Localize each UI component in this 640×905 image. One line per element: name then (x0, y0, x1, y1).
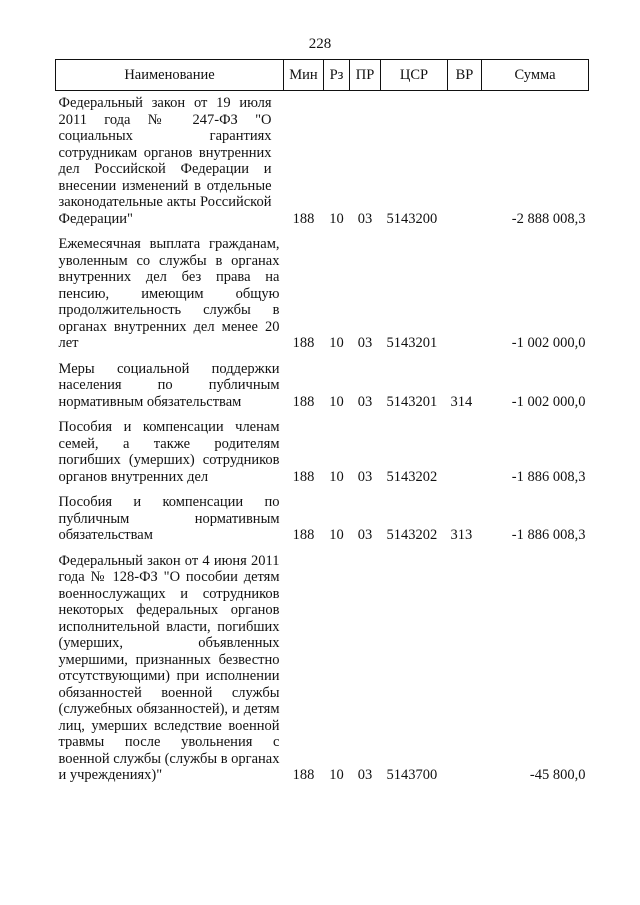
row-sum: -1 886 008,3 (511, 527, 586, 543)
row-sum: -45 800,0 (529, 767, 586, 783)
row-min: 188 (292, 335, 315, 351)
header-pr: ПР (350, 60, 381, 91)
header-min: Мин (284, 60, 324, 91)
table-row (56, 230, 589, 355)
row-csr: 5143202 (386, 527, 438, 543)
row-rz: 10 (329, 767, 344, 783)
row-sum: -2 888 008,3 (511, 210, 586, 227)
row-rz: 10 (329, 210, 344, 227)
row-vr (448, 230, 482, 355)
row-sum: -1 002 000,0 (511, 393, 586, 410)
row-name: Федеральный закон от 4 июня 2011 года № 128-ФЗ "О пособии детям военнослужащих и сотрудников некоторых федеральных органов исполнительной власти, погибших (умерших, объявленных умершими, признанных безвестно отсутствующими) при исполнении обязанностей военной службы (служебных обязанностей), и детям лиц, умерших вследствие военной травмы после увольнения с военной службы (службы в органах и учреждениях)" (58, 552, 280, 783)
table-header (56, 60, 589, 91)
table-row (56, 488, 589, 547)
row-rz: 10 (329, 335, 344, 351)
row-vr: 313 (450, 527, 473, 543)
row-name: Пособия и компенсации по публичным нормативным обязательствам (58, 494, 280, 543)
row-csr: 5143201 (386, 335, 438, 351)
table-row (56, 547, 589, 787)
table-row (56, 355, 589, 414)
row-vr (448, 547, 482, 787)
row-rz: 10 (329, 468, 344, 485)
row-rz: 10 (329, 527, 344, 543)
row-min: 188 (292, 393, 315, 410)
row-csr: 5143700 (386, 767, 438, 783)
row-pr: 03 (357, 468, 373, 485)
row-min: 188 (292, 468, 315, 485)
table-row (56, 91, 589, 231)
row-pr: 03 (357, 210, 373, 227)
row-pr: 03 (357, 767, 373, 783)
row-min: 188 (292, 767, 315, 783)
table-row (56, 413, 589, 488)
row-pr: 03 (357, 527, 373, 543)
header-name: Наименование (56, 60, 284, 91)
row-name: Меры социальной поддержки населения по публичным нормативным обязательствам (58, 360, 280, 410)
row-min: 188 (292, 210, 315, 227)
row-csr: 5143201 (386, 393, 438, 410)
row-pr: 03 (357, 335, 373, 351)
row-rz: 10 (329, 393, 344, 410)
page-number: 228 (308, 36, 332, 52)
row-vr: 314 (450, 393, 473, 410)
header-rz: Рз (324, 60, 350, 91)
header-csr: ЦСР (381, 60, 448, 91)
row-csr: 5143202 (386, 468, 438, 485)
header-sum: Сумма (482, 60, 589, 91)
table-body (56, 91, 589, 787)
row-name: Федеральный закон от 19 июля 2011 года № 247-ФЗ "О социальных гарантиях сотрудникам органов внутренних дел Российской Федерации и внесении изменений в отдельные законодательные акты Российской Федерации" (58, 95, 272, 227)
row-sum: -1 886 008,3 (511, 468, 586, 485)
budget-table (55, 59, 589, 787)
row-name: Пособия и компенсации членам семей, а также родителям погибших (умерших) сотрудников органов внутренних дел (58, 419, 280, 485)
header-vr: ВР (448, 60, 482, 91)
row-pr: 03 (357, 393, 373, 410)
row-vr (448, 91, 482, 231)
row-vr (448, 413, 482, 488)
row-csr: 5143200 (386, 210, 438, 227)
row-sum: -1 002 000,0 (511, 335, 586, 351)
row-min: 188 (292, 527, 315, 543)
row-name: Ежемесячная выплата гражданам, уволенным со службы в органах внутренних дел без права на пенсию, имеющим общую продолжительность службы в органах внутренних дел менее 20 лет (58, 236, 280, 351)
